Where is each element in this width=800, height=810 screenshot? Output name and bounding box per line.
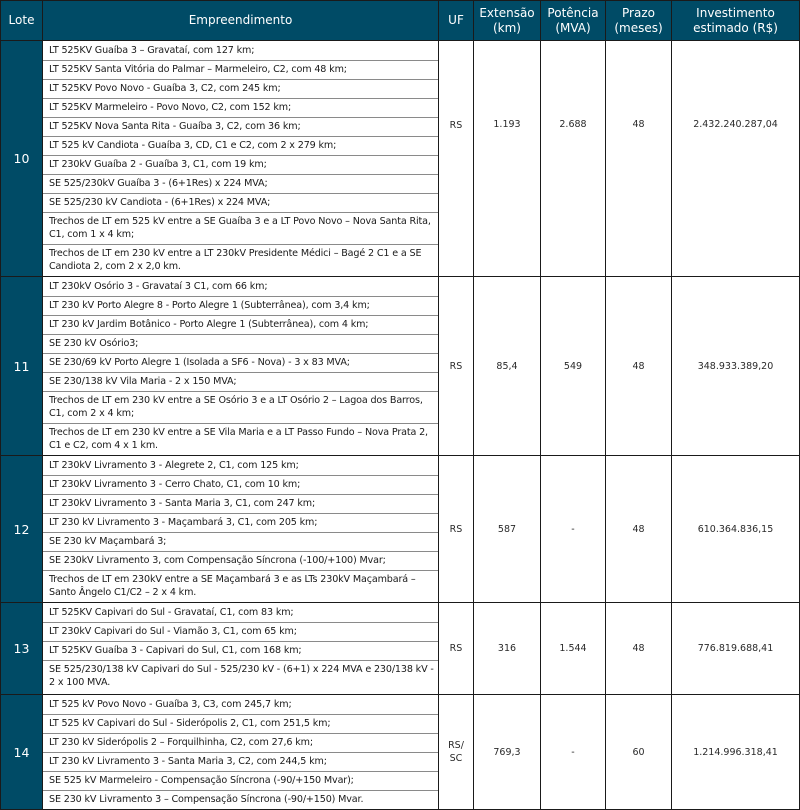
potencia-cell: 549 bbox=[541, 277, 606, 456]
empreendimento-item: Trechos de LT em 230 kV entre a LT 230kV Presidente Médici – Bagé 2 C1 e a SE Candiota 2, com 2 x 2,0 km. bbox=[49, 248, 422, 272]
extensao-cell: 85,4 bbox=[474, 277, 541, 456]
empreendimento-item: Trechos de LT em 525 kV entre a SE Guaíba 3 e a LT Povo Novo – Nova Santa Rita, C1, com 1 x 4 km; bbox=[43, 213, 438, 245]
empreendimento-item: SE 230kV Livramento 3, com Compensação Síncrona (-100/+100) Mvar; bbox=[43, 552, 438, 571]
empreendimento-item: LT 525KV Capivari do Sul - Gravataí, C1, com 83 km; bbox=[43, 604, 438, 623]
table-row bbox=[1, 456, 800, 603]
extensao-cell: 587 bbox=[474, 456, 541, 603]
investimento-cell: 1.214.996.318,41 bbox=[672, 695, 800, 810]
uf-cell bbox=[439, 603, 474, 695]
empreendimento-item: Trechos de LT em 230kV entre a SE Maçambará 3 e as LTs 230kV Maçambará – Santo Ângelo C1/C2 – 2 x 4 km. bbox=[49, 574, 416, 598]
potencia-cell: - bbox=[541, 695, 606, 810]
empreendimento-item: LT 230kV Livramento 3 - Santa Maria 3, C1, com 247 km; bbox=[43, 495, 438, 514]
empreendimento-item: SE 525/230/138 kV Capivari do Sul - 525/230 kV - (6+1) x 224 MVA e 230/138 kV - 2 x 100 MVA. bbox=[49, 664, 434, 688]
header-lote: Lote bbox=[1, 1, 43, 41]
empreendimento-item: LT 230 kV Siderópolis 2 – Forquilhinha, C2, com 27,6 km; bbox=[43, 734, 438, 753]
investimento-cell: 776.819.688,41 bbox=[672, 603, 800, 695]
table-row bbox=[1, 603, 800, 695]
extensao-cell: 769,3 bbox=[474, 695, 541, 810]
empreendimento-item: LT 525KV Povo Novo - Guaíba 3, C2, com 245 km; bbox=[43, 80, 438, 99]
header-empreendimento: Empreendimento bbox=[43, 1, 439, 41]
empreendimento-item: LT 230kV Capivari do Sul - Viamão 3, C1, com 65 km; bbox=[43, 623, 438, 642]
uf-value: RS bbox=[449, 360, 463, 372]
empreendimento-item: LT 230 kV Livramento 3 - Maçambará 3, C1, com 205 km; bbox=[43, 514, 438, 533]
empreendimento-item: LT 525 kV Candiota - Guaíba 3, CD, C1 e C2, com 2 x 279 km; bbox=[43, 137, 438, 156]
empreendimento-item: LT 525KV Santa Vitória do Palmar – Marmeleiro, C2, com 48 km; bbox=[43, 61, 438, 80]
empreendimento-item: LT 525KV Guaíba 3 - Capivari do Sul, C1, com 168 km; bbox=[43, 642, 438, 661]
empreendimento-item: LT 230 kV Livramento 3 - Santa Maria 3, C2, com 244,5 km; bbox=[43, 753, 438, 772]
empreendimento-item: LT 525KV Marmeleiro - Povo Novo, C2, com 152 km; bbox=[43, 99, 438, 118]
header-potencia: Potência (MVA) bbox=[541, 1, 606, 41]
empreendimento-item: LT 230kV Osório 3 - Gravataí 3 C1, com 66 km; bbox=[43, 278, 438, 297]
empreendimento-item: SE 230 kV Maçambará 3; bbox=[43, 533, 438, 552]
header-row bbox=[1, 1, 800, 41]
empreendimento-item: SE 230/69 kV Porto Alegre 1 (Isolada a SF6 - Nova) - 3 x 83 MVA; bbox=[43, 354, 438, 373]
empreendimento-item: LT 230kV Livramento 3 - Alegrete 2, C1, com 125 km; bbox=[43, 457, 438, 476]
extensao-cell: 1.193 bbox=[474, 41, 541, 277]
uf-value: RS bbox=[449, 120, 463, 131]
prazo-cell: 48 bbox=[606, 603, 672, 695]
potencia-cell: - bbox=[541, 456, 606, 603]
uf-cell bbox=[439, 277, 474, 456]
lote-cell: 10 bbox=[1, 41, 43, 277]
empreendimento-item: LT 525 kV Povo Novo - Guaíba 3, C3, com 245,7 km; bbox=[43, 696, 438, 715]
lote-cell: 12 bbox=[1, 456, 43, 603]
table-row bbox=[1, 277, 800, 456]
uf-value: RS bbox=[449, 643, 463, 654]
table-row bbox=[1, 41, 800, 277]
header-extensao: Extensão (km) bbox=[474, 1, 541, 41]
empreendimento-item: LT 525KV Guaíba 3 – Gravataí, com 127 km; bbox=[43, 42, 438, 61]
prazo-cell: 60 bbox=[606, 695, 672, 810]
header-prazo: Prazo (meses) bbox=[606, 1, 672, 41]
uf-value: RS/ SC bbox=[448, 740, 464, 764]
potencia-cell: 1.544 bbox=[541, 603, 606, 695]
empreendimento-item: Trechos de LT em 230 kV entre a SE Osório 3 e a LT Osório 2 – Lagoa dos Barros, C1, com 2 x 4 km; bbox=[43, 392, 438, 424]
empreendimento-cell bbox=[43, 41, 439, 277]
empreendimento-item: LT 230kV Guaíba 2 - Guaíba 3, C1, com 19 km; bbox=[43, 156, 438, 175]
empreendimento-cell bbox=[43, 695, 439, 810]
empreendimento-item: SE 525 kV Marmeleiro - Compensação Síncrona (-90/+150 Mvar); bbox=[43, 772, 438, 791]
empreendimento-item: LT 230 kV Porto Alegre 8 - Porto Alegre 1 (Subterrânea), com 3,4 km; bbox=[43, 297, 438, 316]
investimento-cell: 348.933.389,20 bbox=[672, 277, 800, 456]
investimento-cell: 610.364.836,15 bbox=[672, 456, 800, 603]
header-uf: UF bbox=[439, 1, 474, 41]
empreendimento-cell bbox=[43, 603, 439, 695]
uf-value: RS bbox=[449, 523, 463, 535]
empreendimento-item: Trechos de LT em 230 kV entre a SE Vila Maria e a LT Passo Fundo – Nova Prata 2, C1 e C2, com 4 x 1 km. bbox=[49, 427, 428, 451]
prazo-cell: 48 bbox=[606, 277, 672, 456]
lote-cell: 14 bbox=[1, 695, 43, 810]
potencia-cell: 2.688 bbox=[541, 41, 606, 277]
uf-cell bbox=[439, 456, 474, 603]
empreendimento-item: SE 230/138 kV Vila Maria - 2 x 150 MVA; bbox=[43, 373, 438, 392]
empreendimento-item: LT 230kV Livramento 3 - Cerro Chato, C1, com 10 km; bbox=[43, 476, 438, 495]
investimento-cell: 2.432.240.287,04 bbox=[672, 41, 800, 277]
lote-cell: 11 bbox=[1, 277, 43, 456]
empreendimento-cell bbox=[43, 456, 439, 603]
empreendimento-item: SE 525/230kV Guaíba 3 - (6+1Res) x 224 MVA; bbox=[43, 175, 438, 194]
table-row bbox=[1, 695, 800, 810]
prazo-cell: 48 bbox=[606, 41, 672, 277]
lote-cell: 13 bbox=[1, 603, 43, 695]
prazo-cell: 48 bbox=[606, 456, 672, 603]
empreendimento-item: SE 230 kV Livramento 3 – Compensação Síncrona (-90/+150) Mvar. bbox=[49, 794, 364, 805]
empreendimento-item: LT 525KV Nova Santa Rita - Guaíba 3, C2, com 36 km; bbox=[43, 118, 438, 137]
header-investimento: Investimento estimado (R$) bbox=[672, 1, 800, 41]
empreendimento-item: LT 230 kV Jardim Botânico - Porto Alegre 1 (Subterrânea), com 4 km; bbox=[43, 316, 438, 335]
empreendimento-item: SE 525/230 kV Candiota - (6+1Res) x 224 MVA; bbox=[43, 194, 438, 213]
uf-cell bbox=[439, 41, 474, 277]
uf-cell bbox=[439, 695, 474, 810]
extensao-cell: 316 bbox=[474, 603, 541, 695]
empreendimento-cell bbox=[43, 277, 439, 456]
empreendimento-item: SE 230 kV Osório3; bbox=[43, 335, 438, 354]
empreendimento-item: LT 525 kV Capivari do Sul - Siderópolis 2, C1, com 251,5 km; bbox=[43, 715, 438, 734]
